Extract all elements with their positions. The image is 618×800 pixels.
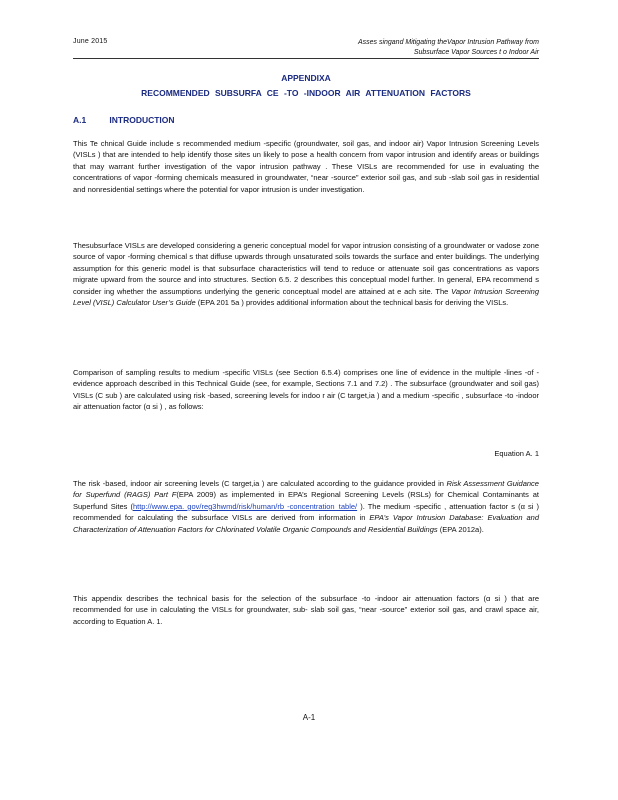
paragraph-text: ). The medium -specific , attenuation factor s (α si ) recommended for calculating the subsurface VISLs are derived from information in bbox=[73, 501, 539, 523]
header-title-line1: Asses singand Mitigating theVapor Intrusion Pathway from bbox=[357, 39, 539, 46]
paragraph-text: Thesubsurface VISLs are developed considering a generic conceptual model for vapor intrusion consisting of a groundwater or vadose zone source of vapor -forming chemical s that diffuse upwards through unsaturated soils towards the surface and enter buildings. The underlying assumption for this generic model is that subsurface characteristics will tend to reduce or attenuate soil gas concentrations as vapors migrate upward from the source and into structures. Section 6.5. 2 describes this conceptual model further. In general, EPA recommend s consider ing whether the assumptions underlying the generic conceptual model are attained at e ach site. The bbox=[73, 241, 539, 296]
rsl-link[interactable]: http://www.epa. gov/reg3hwmd/risk/human/rb -concentration_table/ bbox=[132, 501, 358, 511]
paragraph-screening-levels bbox=[73, 478, 539, 535]
paragraph-text: (EPA 2009) as implemented in EPA’s Regional Screening Levels (RSLs) for Chemical Contaminants at Superfund Sites ( bbox=[73, 490, 539, 511]
header-title bbox=[279, 38, 539, 58]
database-title: EPA’s Vapor Intrusion Database: Evaluation and Characterization of Attenuation Factors for Chlorinated Volatile Organic Compounds and Residential Buildings bbox=[73, 513, 539, 534]
paragraph-conceptual-model bbox=[73, 240, 539, 308]
header-date: June 2015 bbox=[73, 38, 108, 45]
header-title-line2: Subsurface Vapor Sources t o Indoor Air bbox=[413, 49, 539, 56]
section-heading bbox=[73, 115, 175, 125]
rags-title: Risk Assessment Guidance for Superfund (RAGS) Part F bbox=[73, 479, 539, 500]
appendix-label: APPENDIXA bbox=[281, 73, 331, 83]
equation-label: Equation A. 1 bbox=[494, 449, 539, 458]
page-number: A-1 bbox=[302, 713, 316, 722]
section-number: A.1 bbox=[73, 115, 87, 125]
guide-title: Vapor Intrusion Screening Level (VISL) Calculator User’s Guide bbox=[73, 286, 539, 308]
paragraph-text: (EPA 201 5a ) provides additional information about the technical basis for deriving the VISLs. bbox=[195, 298, 509, 308]
appendix-title: RECOMMENDED SUBSURFA CE -TO -INDOOR AIR ATTENUATION FACTORS bbox=[141, 88, 471, 98]
paragraph-comparison: Comparison of sampling results to medium -specific VISLs (see Section 6.5.4) comprises one line of evidence in the multiple -lines -of -evidence approach described in this Technical Guide (see, for example, Sections 7.1 and 7.2) . The subsurface (groundwater and soil gas) VISLs (C sub ) are calculated using risk -based, screening levels for indoo r air (C target,ia ) and a medium -specific , subsurface -to -indoor air attenuation factor (α si ) , as follows: bbox=[73, 368, 539, 412]
paragraph-intro: This Te chnical Guide include s recommended medium -specific (groundwater, soil gas, and indoor air) Vapor Intrusion Screening Levels (VISLs ) that are intended to help identify those sites un likely to pose a health concern from vapor intrusion and identify areas or buildings that may warrant further investigation of the vapor intrusion pathway . These VISLs are recommended for use in evaluating the concentrations of vapor -forming chemicals measured in groundwater, “near -source” exterior soil gas, and sub -slab soil gas in residential and nonresidential settings where the potential for vapor intrusion is under investigation. bbox=[73, 139, 539, 194]
paragraph-appendix-scope: This appendix describes the technical basis for the selection of the subsurface -to -indoor air attenuation factors (α si ) that are recommended for use in calculating the VISLs for groundwater, sub- slab soil gas, “near -source” exterior soil gas, and crawl space air, according to Equation A. 1. bbox=[73, 594, 539, 626]
header-rule bbox=[73, 58, 539, 59]
paragraph-text: (EPA 2012a). bbox=[437, 524, 484, 534]
section-title: INTRODUCTION bbox=[109, 115, 175, 125]
paragraph-text: The risk -based, indoor air screening levels (C target,ia ) are calculated according to the guidance provided in bbox=[73, 479, 447, 488]
